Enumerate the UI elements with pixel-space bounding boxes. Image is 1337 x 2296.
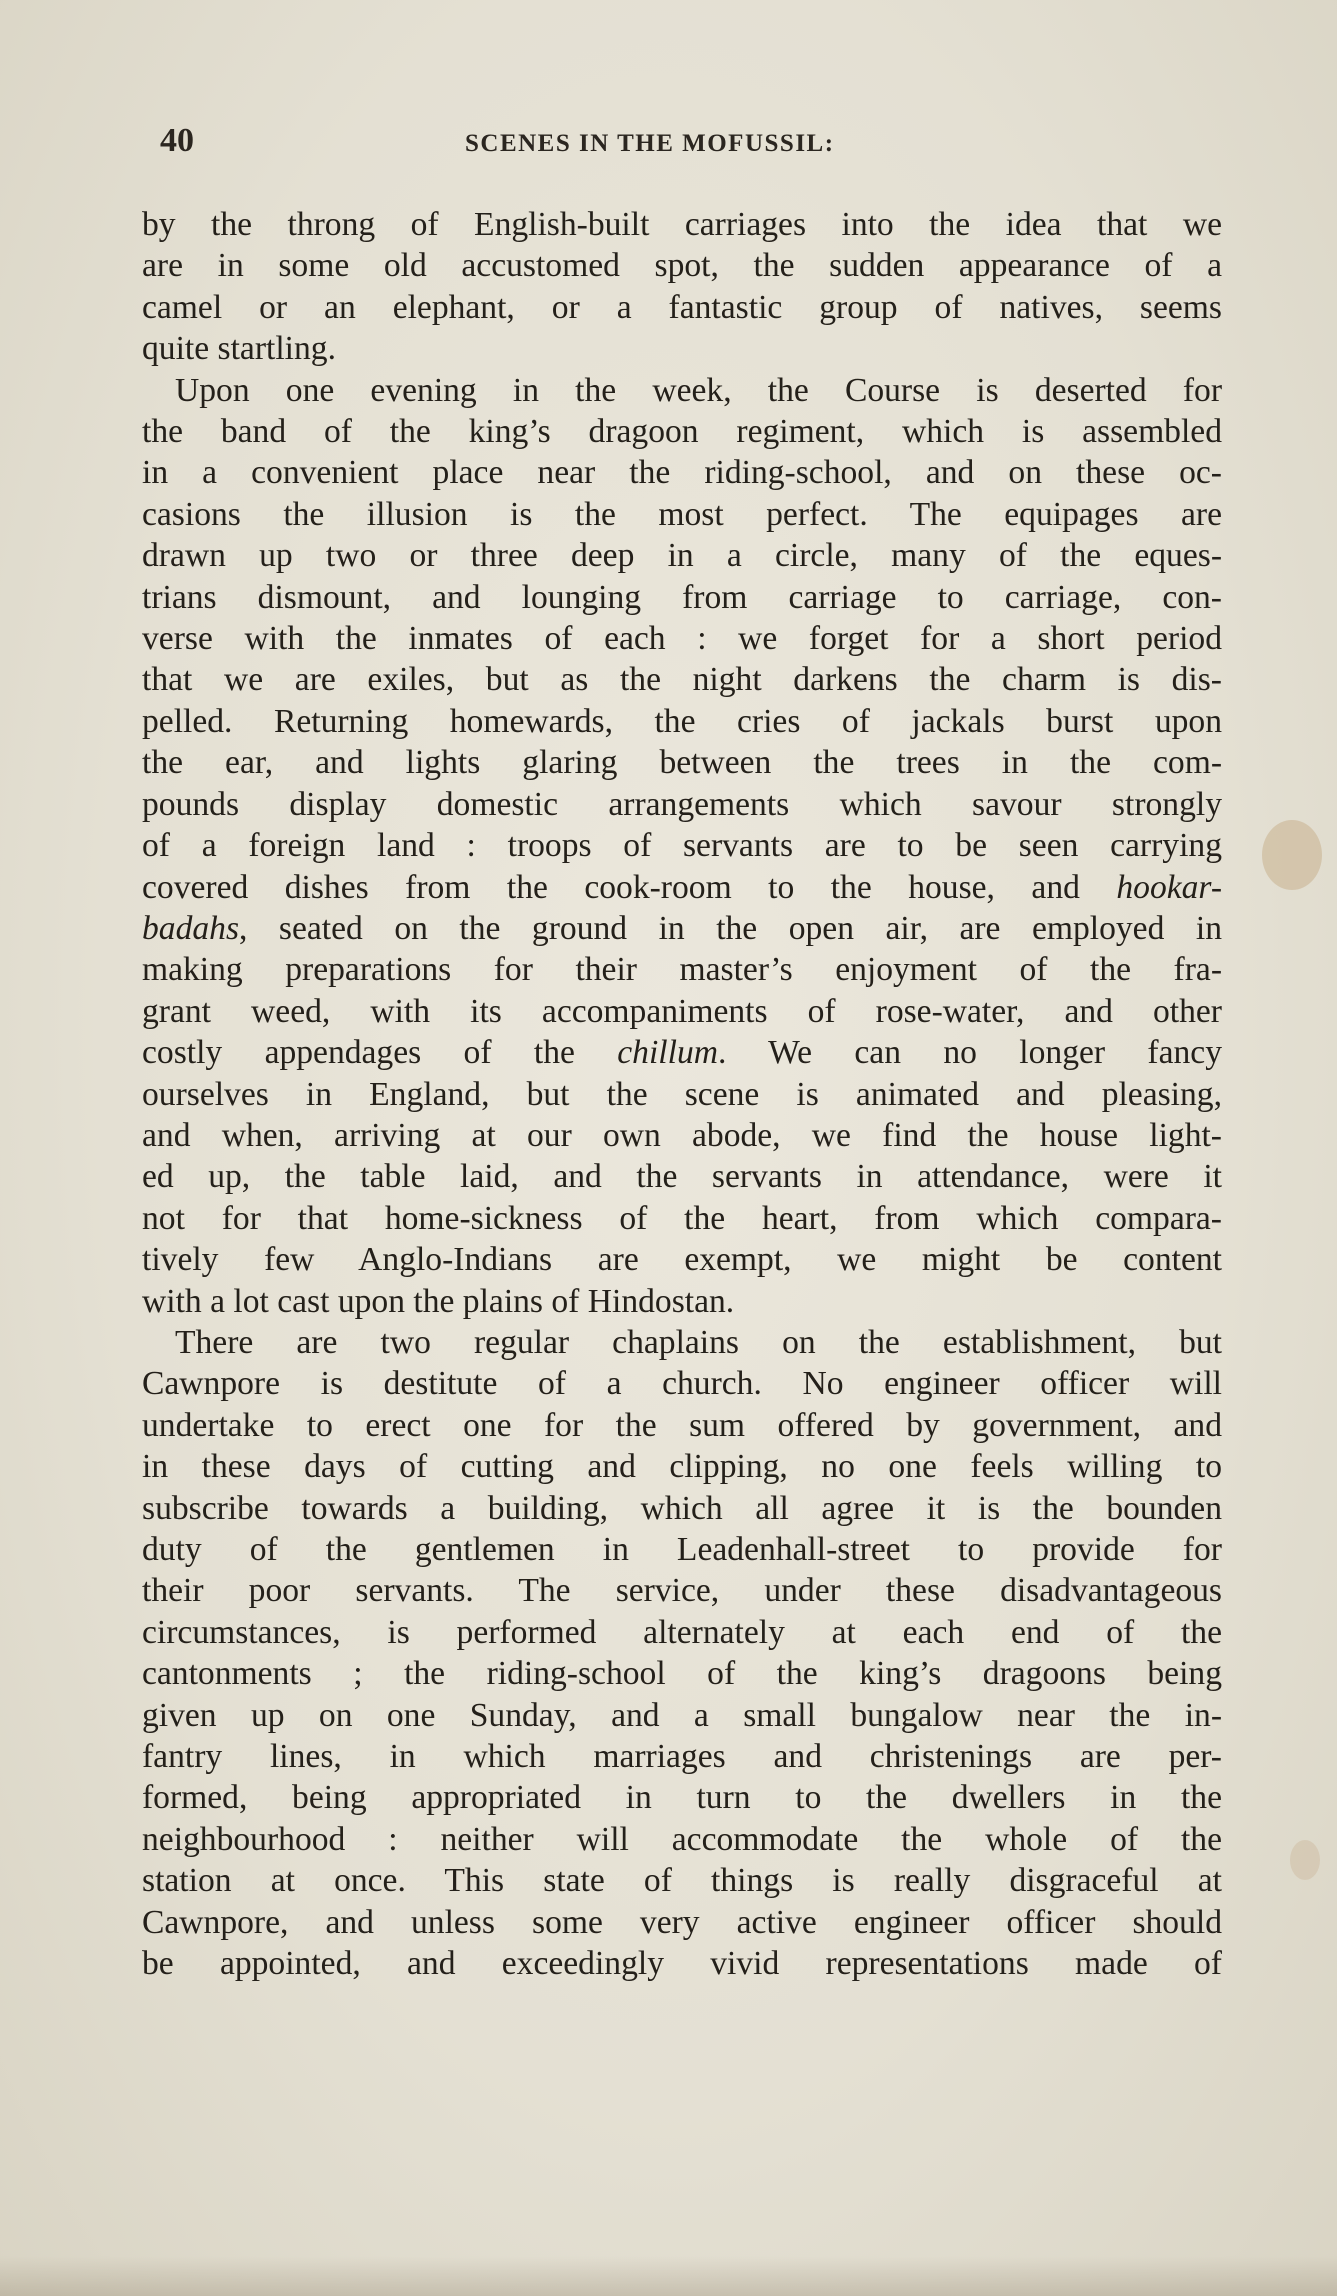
page-header	[160, 122, 1220, 166]
body-text	[142, 204, 1222, 1984]
text-line: verse with the inmates of each : we forget for a short period	[142, 620, 1222, 658]
text-line: and when, arriving at our own abode, we find the house light-	[142, 1116, 1222, 1154]
text-line: formed, being appropriated in turn to the dwellers in the	[142, 1779, 1222, 1817]
foxing-spot	[1290, 1840, 1320, 1880]
text-line: undertake to erect one for the sum offered by government, and	[142, 1406, 1222, 1444]
paragraph-start-line: Upon one evening in the week, the Course is deserted for	[175, 371, 1222, 409]
text-line: their poor servants. The service, under these disadvantageous	[142, 1572, 1222, 1610]
text-line: quite startling.	[142, 330, 336, 368]
text-line: badahs, seated on the ground in the open air, are employed in	[142, 909, 1222, 947]
paragraph-start-line: There are two regular chaplains on the establishment, but	[175, 1323, 1222, 1361]
text-line: with a lot cast upon the plains of Hindostan.	[142, 1282, 735, 1320]
text-line: that we are exiles, but as the night darkens the charm is dis-	[142, 661, 1222, 699]
text-line: tively few Anglo-Indians are exempt, we might be content	[142, 1241, 1222, 1279]
text-line: Cawnpore is destitute of a church. No engineer officer will	[142, 1365, 1222, 1403]
text-line: ourselves in England, but the scene is animated and pleasing,	[142, 1075, 1222, 1113]
text-line: fantry lines, in which marriages and christenings are per-	[142, 1738, 1222, 1776]
page-bottom-shadow	[0, 2256, 1337, 2296]
text-line: drawn up two or three deep in a circle, many of the eques-	[142, 537, 1222, 575]
italic-term: chillum	[617, 1034, 718, 1072]
text-line: covered dishes from the cook-room to the house, and hookar-	[142, 868, 1222, 906]
text-line: of a foreign land : troops of servants are to be seen carrying	[142, 827, 1222, 865]
page-number: 40	[160, 122, 194, 159]
text-line: pounds display domestic arrangements which savour strongly	[142, 785, 1222, 823]
text-line: station at once. This state of things is really disgraceful at	[142, 1862, 1222, 1900]
text-line: Cawnpore, and unless some very active engineer officer should	[142, 1903, 1222, 1941]
text-line: the ear, and lights glaring between the trees in the com-	[142, 744, 1222, 782]
text-line: given up on one Sunday, and a small bungalow near the in-	[142, 1696, 1222, 1734]
text-line: grant weed, with its accompaniments of rose-water, and other	[142, 992, 1222, 1030]
text-line: costly appendages of the chillum. We can no longer fancy	[142, 1034, 1222, 1072]
text-line: are in some old accustomed spot, the sudden appearance of a	[142, 247, 1222, 285]
text-line: casions the illusion is the most perfect. The equipages are	[142, 495, 1222, 533]
text-line: cantonments ; the riding-school of the king’s dragoons being	[142, 1655, 1222, 1693]
text-line: the band of the king’s dragoon regiment, which is assembled	[142, 413, 1222, 451]
text-line: not for that home-sickness of the heart, from which compara-	[142, 1199, 1222, 1237]
italic-term: badahs	[142, 909, 240, 947]
text-line: trians dismount, and lounging from carriage to carriage, con-	[142, 578, 1222, 616]
text-line: neighbourhood : neither will accommodate the whole of the	[142, 1820, 1222, 1858]
text-line: by the throng of English-built carriages into the idea that we	[142, 206, 1222, 243]
text-line: camel or an elephant, or a fantastic group of natives, seems	[142, 288, 1222, 326]
text-line: ed up, the table laid, and the servants in attendance, were it	[142, 1158, 1222, 1196]
text-line: duty of the gentlemen in Leadenhall-street to provide for	[142, 1531, 1222, 1568]
text-line: making preparations for their master’s enjoyment of the fra-	[142, 951, 1222, 989]
text-line: be appointed, and exceedingly vivid representations made of	[142, 1945, 1222, 1983]
foxing-spot	[1262, 820, 1322, 890]
text-line: circumstances, is performed alternately at each end of the	[142, 1613, 1222, 1651]
text-line: subscribe towards a building, which all agree it is the bounden	[142, 1489, 1222, 1527]
italic-term: hookar-	[1116, 868, 1222, 906]
text-line: pelled. Returning homewards, the cries of jackals burst upon	[142, 702, 1222, 740]
running-head: SCENES IN THE MOFUSSIL:	[465, 130, 835, 157]
text-line: in a convenient place near the riding-school, and on these oc-	[142, 454, 1222, 492]
text-line: in these days of cutting and clipping, no one feels willing to	[142, 1448, 1222, 1486]
